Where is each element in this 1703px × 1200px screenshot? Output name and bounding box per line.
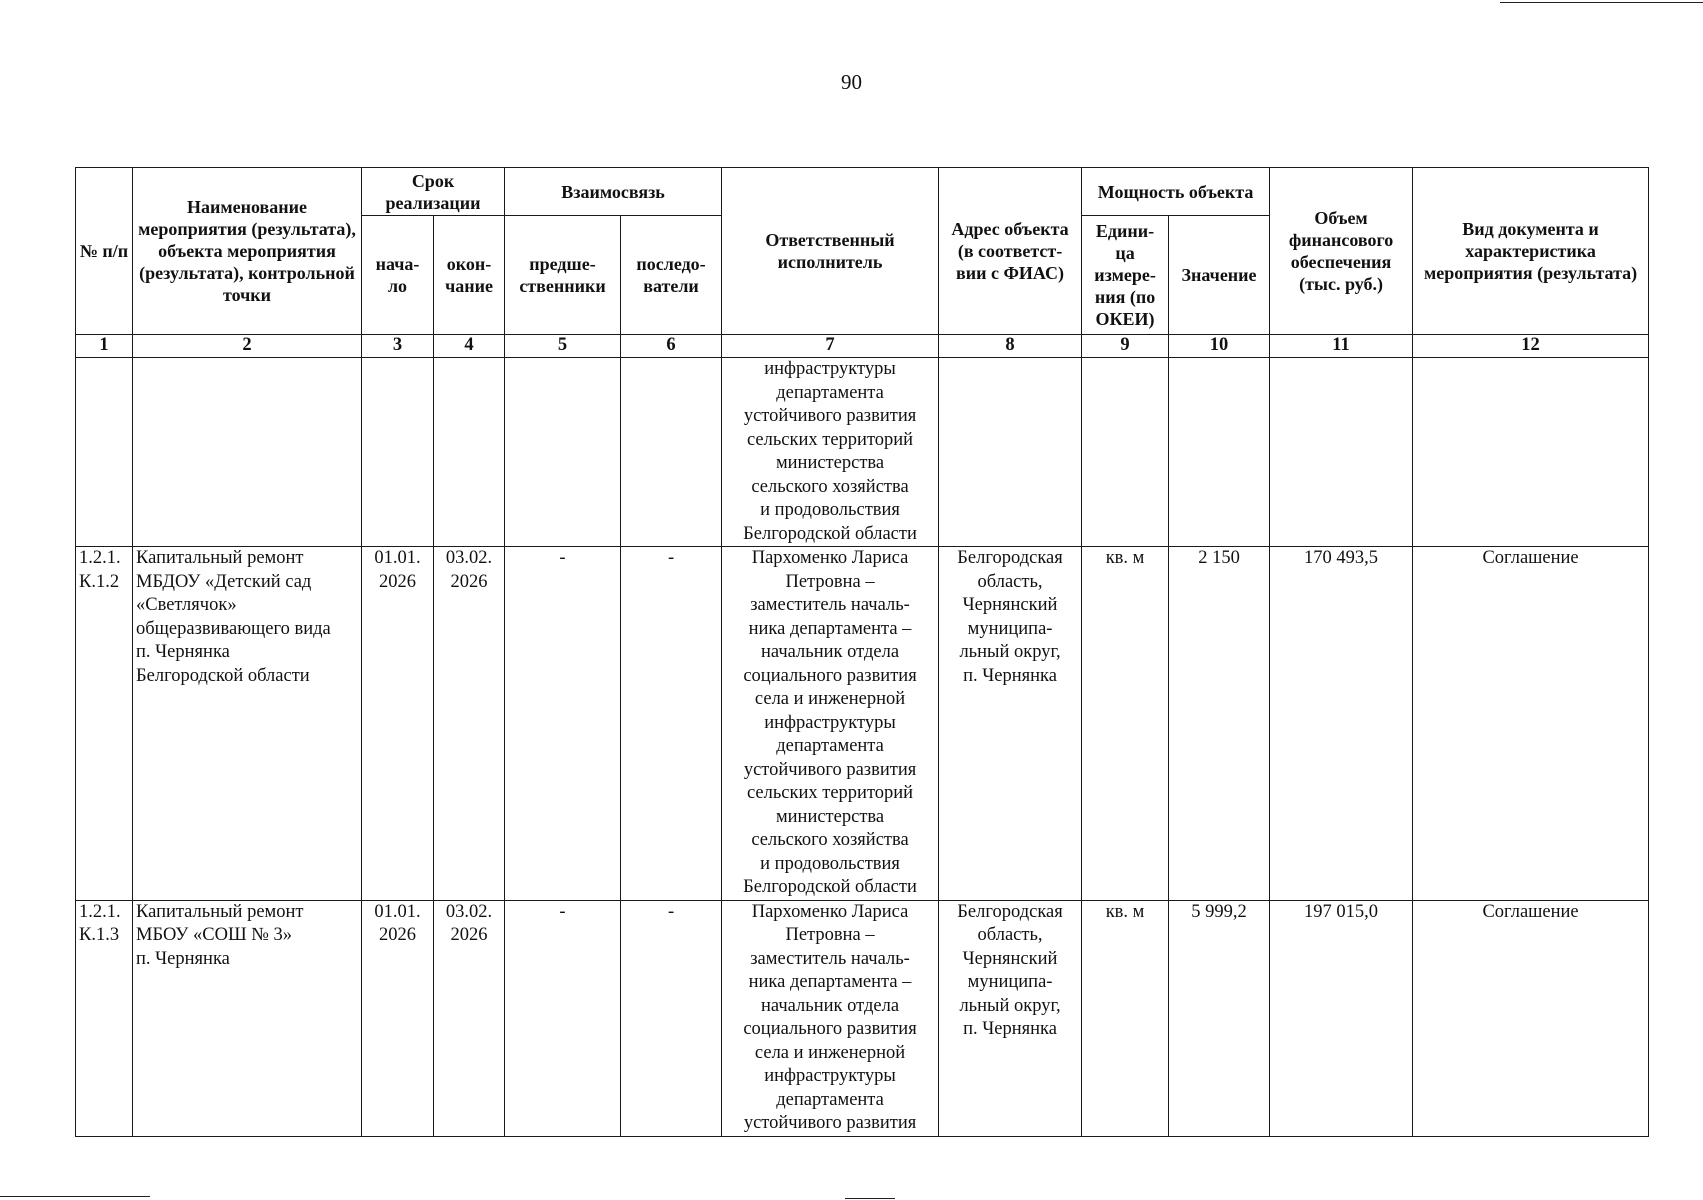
row-end (434, 358, 505, 547)
row-predecessors: - (505, 900, 621, 1136)
row-responsible: Пархоменко Лариса Петровна – заместитель началь- ника департамента – начальник отдела социального развития села и инженерной инфраструктуры департамента устойчивого развития сельских территорий министерства сельского хозяйства и продовольствия Белгородской области (722, 547, 939, 901)
column-number: 4 (434, 335, 505, 358)
header-address: Адрес объекта (в соответст- вии с ФИАС) (939, 168, 1082, 335)
row-end: 03.02. 2026 (434, 900, 505, 1136)
column-number: 5 (505, 335, 621, 358)
column-number: 2 (133, 335, 362, 358)
row-start: 01.01. 2026 (362, 900, 434, 1136)
page-number: 90 (841, 70, 862, 94)
header-term: Срок реализации (362, 168, 505, 216)
table-row (76, 900, 1649, 1136)
row-unit: кв. м (1082, 900, 1169, 1136)
row-num: 1.2.1. К.1.3 (76, 900, 133, 1136)
column-number: 3 (362, 335, 434, 358)
table-row-continuation (76, 358, 1649, 547)
row-address (939, 358, 1082, 547)
header-predecessors: предше- ственники (505, 216, 621, 335)
header-responsible: Ответственный исполнитель (722, 168, 939, 335)
row-successors (621, 358, 722, 547)
row-finance: 197 015,0 (1270, 900, 1413, 1136)
row-document (1413, 358, 1649, 547)
column-number: 10 (1169, 335, 1270, 358)
header-finance: Объем финансового обеспечения (тыс. руб.) (1270, 168, 1413, 335)
header-link: Взаимосвязь (505, 168, 722, 216)
row-end: 03.02. 2026 (434, 547, 505, 901)
row-successors: - (621, 547, 722, 901)
row-responsible: Пархоменко Лариса Петровна – заместитель началь- ника департамента – начальник отдела социального развития села и инженерной инфраструктуры департамента устойчивого развития (722, 900, 939, 1136)
row-num (76, 358, 133, 547)
header-power: Мощность объекта (1082, 168, 1270, 216)
scan-edge-bottom-mid (845, 1198, 895, 1199)
column-number: 12 (1413, 335, 1649, 358)
row-value (1169, 358, 1270, 547)
column-number-row (76, 335, 1649, 358)
column-number: 7 (722, 335, 939, 358)
header-name: Наименование мероприятия (результата), объекта мероприятия (результата), контрольной точки (133, 168, 362, 335)
header-document: Вид документа и характеристика мероприятия (результата) (1413, 168, 1649, 335)
row-responsible: инфраструктуры департамента устойчивого развития сельских территорий министерства сельского хозяйства и продовольствия Белгородской области (722, 358, 939, 547)
row-address: Белгородская область, Чернянский муниципа- льный округ, п. Чернянка (939, 547, 1082, 901)
column-number: 1 (76, 335, 133, 358)
scan-edge-bottom-left (0, 1196, 150, 1197)
row-value: 5 999,2 (1169, 900, 1270, 1136)
header-value: Значение (1169, 216, 1270, 335)
header-unit: Едини- ца измере- ния (по ОКЕИ) (1082, 216, 1169, 335)
row-finance: 170 493,5 (1270, 547, 1413, 901)
row-predecessors (505, 358, 621, 547)
row-document: Соглашение (1413, 900, 1649, 1136)
row-name: Капитальный ремонт МБДОУ «Детский сад «Светлячок» общеразвивающего вида п. Чернянка Белгородской области (133, 547, 362, 901)
row-predecessors: - (505, 547, 621, 901)
row-successors: - (621, 900, 722, 1136)
row-start (362, 358, 434, 547)
header-start: нача- ло (362, 216, 434, 335)
column-number: 8 (939, 335, 1082, 358)
row-unit: кв. м (1082, 547, 1169, 901)
row-address: Белгородская область, Чернянский муниципа- льный округ, п. Чернянка (939, 900, 1082, 1136)
row-value: 2 150 (1169, 547, 1270, 901)
column-number: 6 (621, 335, 722, 358)
table-row (76, 547, 1649, 901)
column-number: 11 (1270, 335, 1413, 358)
scan-edge-top-right (1500, 2, 1703, 3)
header-num: № п/п (76, 168, 133, 335)
header-successors: последо- ватели (621, 216, 722, 335)
row-document: Соглашение (1413, 547, 1649, 901)
column-number: 9 (1082, 335, 1169, 358)
row-num: 1.2.1. К.1.2 (76, 547, 133, 901)
header-end: окон- чание (434, 216, 505, 335)
row-name (133, 358, 362, 547)
plan-table (75, 167, 1649, 1137)
row-unit (1082, 358, 1169, 547)
row-finance (1270, 358, 1413, 547)
row-start: 01.01. 2026 (362, 547, 434, 901)
row-name: Капитальный ремонт МБОУ «СОШ № 3» п. Чернянка (133, 900, 362, 1136)
